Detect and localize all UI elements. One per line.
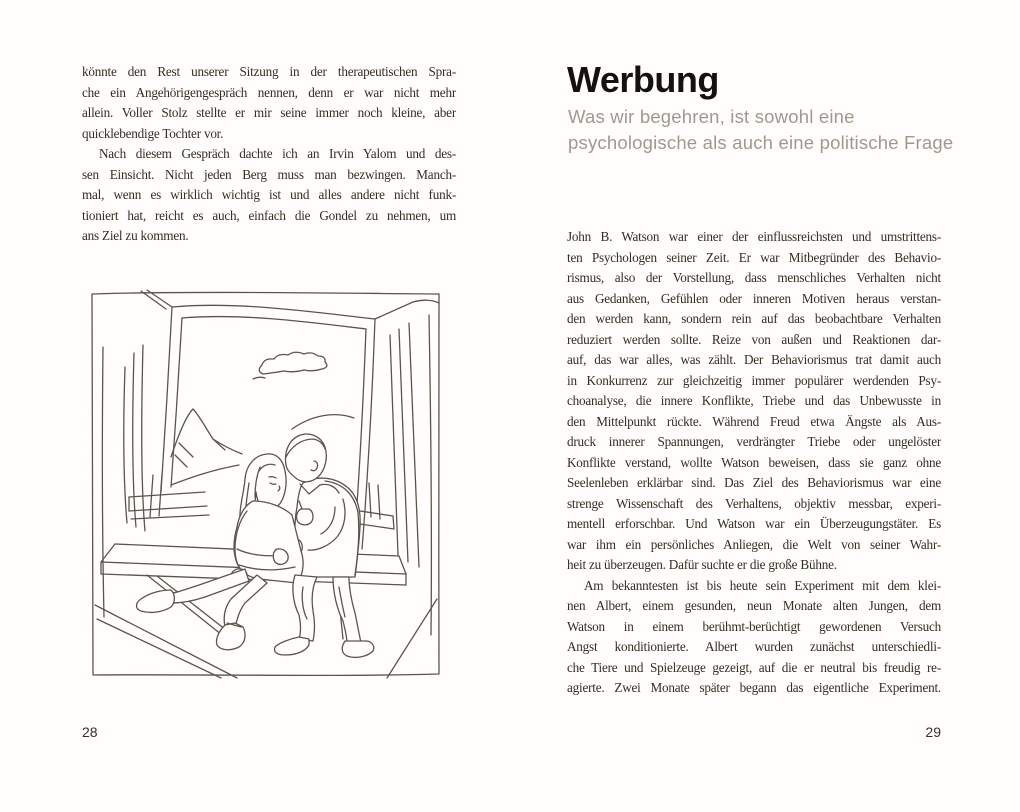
text-line: strenge Wissenschaft des Verhaltens, objektiv messbar, experi- xyxy=(567,495,941,511)
text-line: den werden kann, sondern rein auf das beobachtbare Verhalten xyxy=(567,311,941,326)
text-line: psychologische als auch eine politische Frage xyxy=(568,132,954,153)
text-line: ten Psychologen seiner Zeit. Er war Mitbegründer des Behavio- xyxy=(567,249,941,265)
chapter-subtitle xyxy=(568,104,968,156)
left-page-text xyxy=(82,62,456,247)
text-line: quicklebendige Tochter vor. xyxy=(82,125,224,141)
text-line: che Tiere und Spielzeuge gezeigt, auf die er neutral bis freudig re- xyxy=(567,659,941,675)
text-line: mentell erforschbar. Und Watson war ein Überzeugungstäter. Es xyxy=(567,516,941,531)
right-page xyxy=(510,0,1020,812)
text-line: che ein Angehörigengespräch nennen, denn er war nicht mehr xyxy=(82,84,456,100)
text-line: choanalyse, die innere Konflikte, Triebe und das Unbewusste in xyxy=(567,393,941,408)
right-page-text xyxy=(567,227,941,699)
text-line: Was wir begehren, ist sowohl eine xyxy=(568,106,855,127)
text-line: nen Albert, einem gesunden, neun Monate alten Jungen, dem xyxy=(567,598,941,613)
text-line: agierte. Zwei Monate später begann das eigentliche Experiment. xyxy=(567,680,941,695)
text-line: mal, wenn es wirklich wichtig ist und alles andere nicht funk- xyxy=(82,187,456,202)
text-line: Angst konditionierte. Albert wurden zunächst unterschiedli- xyxy=(567,639,941,654)
text-line: allein. Voller Stolz stellte er mir seine immer noch kleine, aber xyxy=(82,105,456,120)
text-line: auf, das war alles, was zählt. Der Behaviorismus trat damit auch xyxy=(567,352,941,367)
text-line: Nach diesem Gespräch dachte ich an Irvin Yalom und des- xyxy=(99,146,456,161)
page-number-right: 29 xyxy=(925,724,941,740)
text-line: reduziert werden sollte. Reize von außen und Reaktionen dar- xyxy=(567,331,941,347)
text-line: sen Einsicht. Nicht jeden Berg muss man bezwingen. Manch- xyxy=(82,166,456,182)
text-line: John B. Watson war einer der einflussreichsten und umstrittens- xyxy=(567,229,941,244)
text-line: Watson in einem berühmt-berüchtigt gewordenen Versuch xyxy=(567,618,941,634)
text-line: könnte den Rest unserer Sitzung in der therapeutischen Spra- xyxy=(82,64,456,79)
text-line: war ihm ein persönliches Anliegen, die Welt von seiner Wahr- xyxy=(567,536,941,552)
text-line: Konflikte verstand, wollte Watson beweisen, dass sie ganz ohne xyxy=(567,454,941,470)
chapter-title: Werbung xyxy=(567,59,719,100)
text-line: aus Gedanken, Gefühlen oder inneren Motiven heraus verstan- xyxy=(567,290,941,306)
cloud xyxy=(253,352,327,379)
gondola-couple-illustration xyxy=(87,287,445,679)
text-line: in Konkurrenz zur gleichzeitig immer populärer werdenden Psy- xyxy=(567,372,941,388)
text-line: tioniert hat, reicht es auch, einfach die Gondel zu nehmen, um xyxy=(82,207,456,223)
text-line: Seelenleben erklärbar sind. Das Ziel des Behaviorismus war eine xyxy=(567,475,941,490)
text-line: rismus, also der Vorstellung, dass menschliches Verhalten nicht xyxy=(567,270,941,285)
text-line: druck innerer Spannungen, verdrängter Triebe oder ungelöster xyxy=(567,434,941,449)
text-line: ans Ziel zu kommen. xyxy=(82,228,189,243)
text-line: den Mittelpunkt rückte. Während Freud etwa Ängste als Aus- xyxy=(567,413,941,429)
text-line: heit zu überzeugen. Dafür suchte er die große Bühne. xyxy=(567,557,837,572)
text-line: Am bekanntesten ist bis heute sein Experiment mit dem klei- xyxy=(584,577,941,593)
page-number-left: 28 xyxy=(82,724,98,740)
